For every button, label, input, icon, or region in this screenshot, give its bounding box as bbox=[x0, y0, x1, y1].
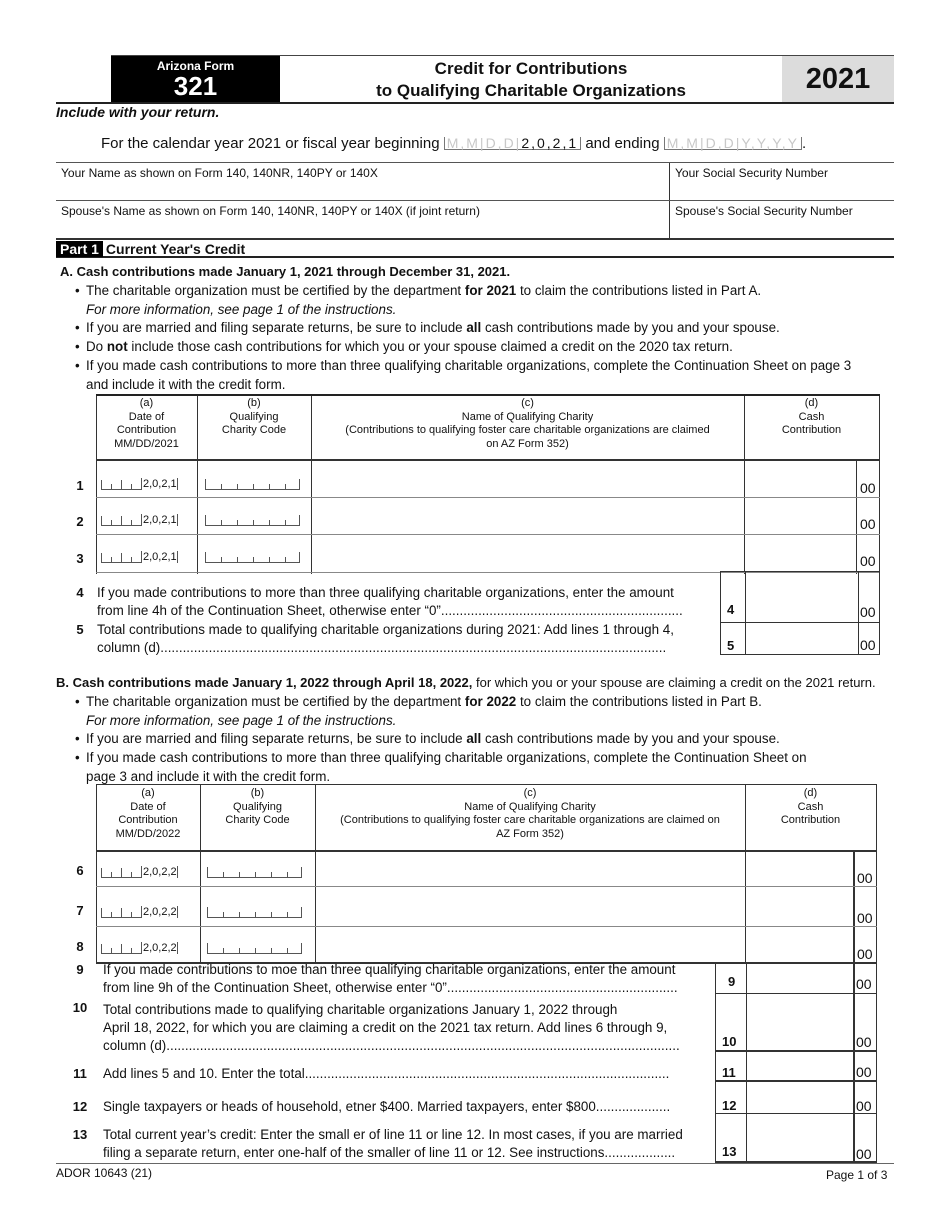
line-4-text: If you made contributions to more than three qualifying charitable organizations, enter the amount from line 4h of the Continuation Sheet, otherwise enter “0”................................................................. bbox=[97, 585, 683, 618]
date-input-row-2[interactable]: 2,0,2,1 bbox=[101, 514, 178, 526]
page-number: Page 1 of 3 bbox=[826, 1168, 888, 1182]
charity-name-input-row-1[interactable] bbox=[312, 458, 744, 495]
line-9-amount-box[interactable]: 9 00 bbox=[728, 974, 872, 992]
line-9-number: 9 bbox=[76, 962, 84, 977]
cents: 00 bbox=[860, 516, 876, 532]
date-input-row-3[interactable]: 2,0,2,1 bbox=[101, 551, 178, 563]
line-10-text: Total contributions made to qualifying charitable organizations January 1, 2022 through April 18, 2022, for which you are claiming a credit on the 2021 tax return. Add lines 6 through 9, column (d).......................................................................................................................................... bbox=[103, 1002, 680, 1053]
include-note: Include with your return. bbox=[56, 104, 220, 120]
cents: 00 bbox=[857, 946, 873, 962]
col-d-header: (d) Cash Contribution bbox=[780, 787, 841, 826]
form-title bbox=[280, 56, 782, 102]
line-11-amount-box[interactable]: 11 00 bbox=[722, 1064, 872, 1080]
bullet: • If you are married and filing separate returns, be sure to include all cash contributions made by you and your spouse. bbox=[58, 319, 898, 338]
col-d-header: (d) Cash Contribution bbox=[781, 397, 842, 436]
bullet: • The charitable organization must be certified by the department for 2021 to claim the contributions listed in Part A. bbox=[58, 282, 898, 301]
bullet: • The charitable organization must be certified by the department for 2022 to claim the contributions listed in Part B. bbox=[58, 693, 898, 712]
taxpayer-identity-grid bbox=[56, 162, 894, 240]
bullet: • Do not include those cash contributions for which you or your spouse claimed a credit on the 2020 tax return. bbox=[58, 338, 898, 357]
charity-code-input-row-6[interactable] bbox=[207, 867, 302, 878]
spouse-name-field[interactable] bbox=[56, 201, 670, 239]
bullet-note: For more information, see page 1 of the instructions. bbox=[86, 301, 397, 317]
your-ssn-label: Your Social Security Number bbox=[675, 166, 828, 180]
cash-amount-input-row-8[interactable] bbox=[746, 927, 852, 961]
charity-code-input-row-3[interactable] bbox=[205, 552, 300, 563]
end-placeholder: M,M|D,D|Y,Y,Y,Y bbox=[666, 135, 799, 151]
charity-code-input-row-8[interactable] bbox=[207, 943, 302, 954]
cents: 00 bbox=[860, 553, 876, 569]
line-4-number: 4 bbox=[76, 585, 84, 600]
your-ssn-field[interactable] bbox=[670, 163, 894, 200]
line-5-text: Total contributions made to qualifying charitable organizations during 2021: Add lines 1 through 4, column (d)........................................................................................................................................ bbox=[97, 622, 674, 655]
charity-name-input-row-6[interactable] bbox=[316, 851, 744, 885]
title-line-1: Credit for Contributions bbox=[434, 59, 628, 78]
form-label: Arizona Form bbox=[156, 59, 235, 73]
line-11-text: Add lines 5 and 10. Enter the total.................................................................................................. bbox=[103, 1066, 670, 1081]
fiscal-suffix: . bbox=[801, 135, 807, 152]
bullet-continuation: page 3 and include it with the credit form. bbox=[86, 768, 331, 784]
col-c-header: (c) Name of Qualifying Charity (Contributions to qualifying foster care charitable organizations are claimed on AZ Form 352) bbox=[340, 787, 720, 840]
your-name-field[interactable] bbox=[56, 163, 670, 200]
bullet: • If you made cash contributions to more than three qualifying charitable organizations, complete the Continuation Sheet on bbox=[58, 749, 898, 768]
line-12-number: 12 bbox=[72, 1099, 88, 1114]
part-tag: Part 1 bbox=[56, 241, 103, 257]
cash-amount-input-row-7[interactable] bbox=[746, 887, 852, 925]
bullet: • If you are married and filing separate returns, be sure to include all cash contributions made by you and your spouse. bbox=[58, 730, 898, 749]
form-number: 321 bbox=[173, 71, 218, 101]
cents: 00 bbox=[860, 480, 876, 496]
line-13-text: Total current year’s credit: Enter the small er of line 11 or line 12. In most cases, if you are married filing a separate return, enter one-half of the smaller of line 11 or 12. See instructions................... bbox=[103, 1127, 683, 1160]
line-12-amount-box[interactable]: 12 00 bbox=[722, 1098, 872, 1114]
line-10-amount-box[interactable]: 10 00 bbox=[722, 1034, 872, 1050]
charity-code-input-row-7[interactable] bbox=[207, 907, 302, 918]
fiscal-end-date-input[interactable] bbox=[664, 137, 802, 150]
date-input-row-8[interactable]: 2,0,2,2 bbox=[101, 942, 178, 954]
charity-name-input-row-2[interactable] bbox=[312, 496, 744, 533]
cash-amount-input-row-3[interactable] bbox=[745, 533, 857, 570]
col-c-header: (c) Name of Qualifying Charity (Contributions to qualifying foster care charitable organizations are claimed on AZ Form 352) bbox=[345, 397, 710, 450]
line-13-amount-box[interactable]: 13 00 bbox=[722, 1144, 872, 1162]
line-11-number: 11 bbox=[73, 1066, 87, 1081]
part-title: Current Year's Credit bbox=[105, 241, 246, 257]
charity-name-input-row-8[interactable] bbox=[316, 927, 744, 961]
line-5-number: 5 bbox=[76, 622, 84, 637]
line-5-amount-box[interactable]: 5 00 bbox=[720, 622, 880, 655]
fiscal-begin-date-input[interactable] bbox=[444, 137, 581, 150]
line-4-amount-box[interactable]: 4 00 bbox=[720, 571, 880, 623]
date-input-row-7[interactable]: 2,0,2,2 bbox=[101, 906, 178, 918]
spouse-ssn-label: Spouse's Social Security Number bbox=[675, 204, 853, 218]
form-id: ADOR 10643 (21) bbox=[56, 1166, 153, 1180]
charity-name-input-row-3[interactable] bbox=[312, 533, 744, 570]
charity-code-input-row-2[interactable] bbox=[205, 515, 300, 526]
line-13-number: 13 bbox=[72, 1127, 88, 1142]
begin-year: 2,0,2,1 bbox=[521, 135, 579, 151]
begin-placeholder: M,M|D,D| bbox=[446, 135, 522, 151]
col-b-header: (b) Qualifying Charity Code bbox=[221, 397, 287, 436]
charity-name-input-row-7[interactable] bbox=[316, 887, 744, 925]
fiscal-year-line bbox=[101, 135, 806, 152]
spouse-name-label: Spouse's Name as shown on Form 140, 140NR, 140PY or 140X (if joint return) bbox=[61, 204, 480, 218]
col-a-header: (a) Date of Contribution MM/DD/2022 bbox=[115, 787, 181, 840]
your-name-label: Your Name as shown on Form 140, 140NR, 140PY or 140X bbox=[61, 166, 378, 180]
date-input-row-6[interactable]: 2,0,2,2 bbox=[101, 866, 178, 878]
cash-amount-input-row-1[interactable] bbox=[745, 458, 857, 495]
spouse-ssn-field[interactable] bbox=[670, 201, 894, 239]
fiscal-middle: and ending bbox=[585, 135, 660, 152]
part1-header bbox=[56, 241, 894, 258]
section-b-bullets bbox=[58, 693, 898, 787]
title-line-2: to Qualifying Charitable Organizations bbox=[376, 81, 686, 100]
bullet-continuation: and include it with the credit form. bbox=[86, 376, 286, 392]
col-b-header: (b) Qualifying Charity Code bbox=[225, 787, 290, 826]
line-12-text: Single taxpayers or heads of household, etner $400. Married taxpayers, enter $800.................... bbox=[103, 1099, 671, 1114]
bullet: • If you made cash contributions to more than three qualifying charitable organizations, complete the Continuation Sheet on page 3 bbox=[58, 357, 898, 376]
cash-amount-input-row-2[interactable] bbox=[745, 496, 857, 533]
line-10-number: 10 bbox=[72, 1000, 88, 1015]
form-number-box bbox=[111, 56, 280, 102]
fiscal-prefix: For the calendar year 2021 or fiscal year beginning bbox=[101, 135, 440, 152]
col-a-header: (a) Date of Contribution MM/DD/2021 bbox=[114, 397, 179, 450]
bullet-note: For more information, see page 1 of the instructions. bbox=[86, 712, 397, 728]
charity-code-input-row-1[interactable] bbox=[205, 479, 300, 490]
tax-year: 2021 bbox=[782, 56, 894, 102]
footer-rule bbox=[56, 1163, 894, 1164]
section-a-heading: A. Cash contributions made January 1, 2021 through December 31, 2021. bbox=[60, 264, 511, 279]
section-a-bullets bbox=[58, 282, 898, 394]
section-b-heading: B. Cash contributions made January 1, 2022 through April 18, 2022, for which you or your spouse are claiming a credit on the 2021 return. bbox=[56, 675, 876, 690]
cash-amount-input-row-6[interactable] bbox=[746, 851, 852, 885]
date-input-row-1[interactable]: 2,0,2,1 bbox=[101, 478, 178, 490]
line-9-text: If you made contributions to moe than three qualifying charitable organizations, enter the amount from line 9h of the Continuation Sheet, otherwise enter “0”.............................................................. bbox=[103, 962, 678, 995]
cents: 00 bbox=[857, 870, 873, 886]
cents: 00 bbox=[857, 910, 873, 926]
